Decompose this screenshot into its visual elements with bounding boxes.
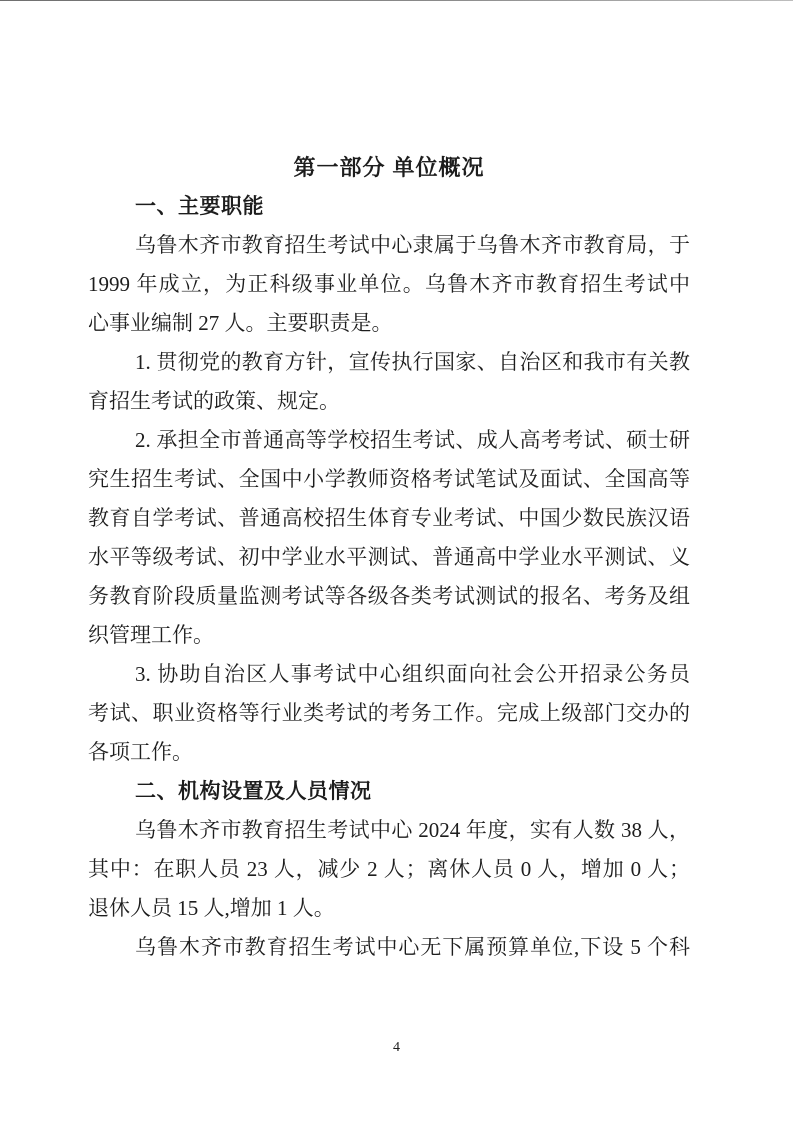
text-line: 各项工作。: [88, 740, 193, 764]
text-line: 1. 贯彻党的教育方针，宣传执行国家、自治区和我市有关教: [135, 350, 690, 374]
text-line: 织管理工作。: [88, 623, 214, 647]
heading-main-duties: 一、主要职能: [135, 195, 264, 218]
text-line: 究生招生考试、全国中小学教师资格考试笔试及面试、全国高等: [88, 467, 690, 491]
text-line: 水平等级考试、初中学业水平测试、普通高中学业水平测试、义: [88, 545, 690, 569]
text-line: 2. 承担全市普通高等学校招生考试、成人高考考试、硕士研: [135, 428, 690, 452]
text-line: 心事业编制 27 人。主要职责是。: [88, 311, 393, 335]
text-line: 务教育阶段质量监测考试等各级各类考试测试的报名、考务及组: [88, 584, 690, 608]
text-line: 3. 协助自治区人事考试中心组织面向社会公开招录公务员: [135, 662, 690, 686]
text-line: 1999 年成立，为正科级事业单位。乌鲁木齐市教育招生考试中: [88, 272, 690, 296]
text-line: 退休人员 15 人,增加 1 人。: [88, 896, 335, 920]
text-line: 教育自学考试、普通高校招生体育专业考试、中国少数民族汉语: [88, 506, 690, 530]
text-line: 乌鲁木齐市教育招生考试中心隶属于乌鲁木齐市教育局，于: [135, 233, 690, 257]
text-line: 其中：在职人员 23 人，减少 2 人；离休人员 0 人，增加 0 人；: [88, 857, 690, 881]
text-line: 乌鲁木齐市教育招生考试中心 2024 年度，实有人数 38 人，: [135, 818, 690, 842]
text-line: 乌鲁木齐市教育招生考试中心无下属预算单位,下设 5 个科: [135, 935, 690, 959]
text-line: 育招生考试的政策、规定。: [88, 389, 340, 413]
part-title: 第一部分 单位概况: [293, 155, 485, 180]
document-body: [88, 148, 690, 967]
heading-org-staff: 二、机构设置及人员情况: [135, 780, 372, 803]
text-line: 考试、职业资格等行业类考试的考务工作。完成上级部门交办的: [88, 701, 690, 725]
scan-edge-line: [0, 0, 793, 1]
page-number: 4: [393, 1040, 400, 1055]
